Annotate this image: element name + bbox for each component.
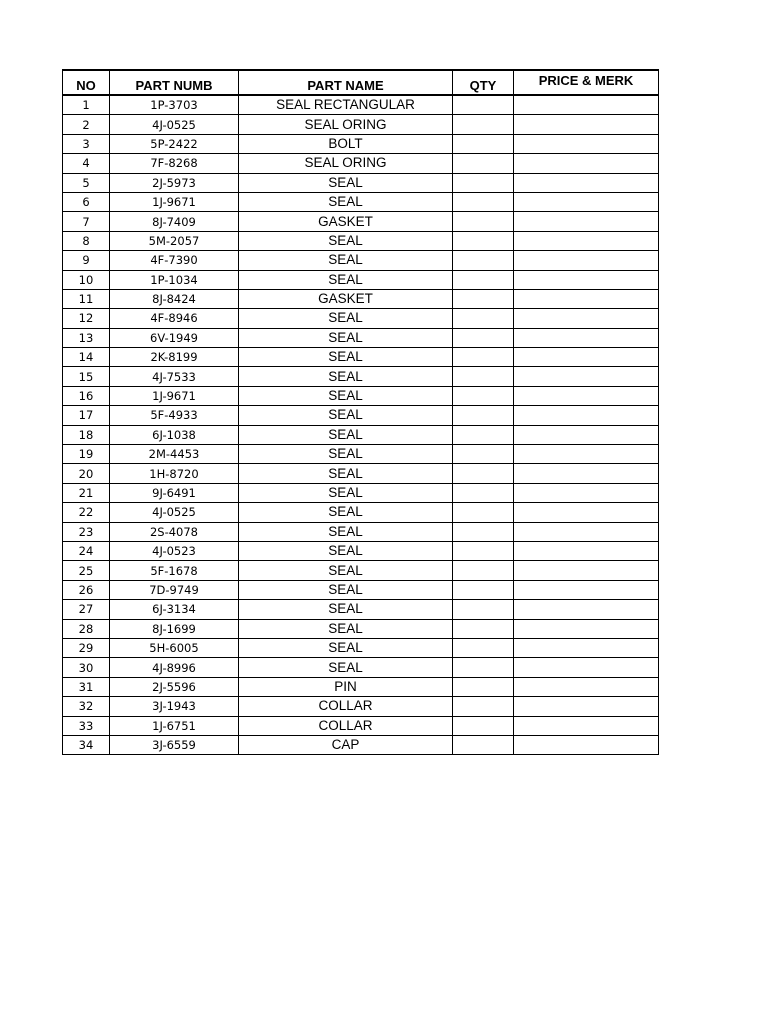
cell-qty [453,386,514,405]
table-row [63,619,659,638]
cell-no: 32 [63,697,110,716]
cell-price-merk [514,251,659,270]
cell-part-name: SEAL [239,522,453,541]
table-body [63,95,659,755]
cell-part-name: SEAL [239,173,453,192]
cell-part-name: SEAL [239,580,453,599]
cell-no: 7 [63,212,110,231]
cell-no: 34 [63,735,110,754]
cell-qty [453,270,514,289]
cell-part-number: 6J-3134 [110,600,239,619]
table-row [63,406,659,425]
cell-part-name: SEAL [239,561,453,580]
cell-no: 21 [63,483,110,502]
table-row [63,251,659,270]
cell-no: 12 [63,309,110,328]
cell-part-number: 1J-6751 [110,716,239,735]
parts-sheet [62,69,659,755]
cell-part-name: SEAL [239,464,453,483]
cell-part-number: 8J-7409 [110,212,239,231]
cell-qty [453,445,514,464]
cell-part-name: SEAL [239,348,453,367]
cell-price-merk [514,115,659,134]
cell-qty [453,406,514,425]
table-row [63,600,659,619]
table-row [63,677,659,696]
cell-qty [453,231,514,250]
cell-no: 28 [63,619,110,638]
header-price-merk: PRICE & MERK [514,70,659,95]
cell-qty [453,716,514,735]
cell-no: 4 [63,154,110,173]
cell-part-name: SEAL [239,192,453,211]
cell-part-name: SEAL [239,309,453,328]
cell-price-merk [514,483,659,502]
cell-no: 5 [63,173,110,192]
cell-no: 33 [63,716,110,735]
cell-price-merk [514,134,659,153]
table-row [63,697,659,716]
cell-qty [453,735,514,754]
cell-part-number: 8J-1699 [110,619,239,638]
cell-part-name: GASKET [239,212,453,231]
cell-no: 13 [63,328,110,347]
cell-part-name: SEAL [239,231,453,250]
cell-part-number: 3J-6559 [110,735,239,754]
cell-part-name: SEAL [239,638,453,657]
cell-price-merk [514,95,659,115]
cell-part-number: 1J-9671 [110,192,239,211]
cell-qty [453,173,514,192]
cell-part-name: SEAL [239,270,453,289]
cell-no: 23 [63,522,110,541]
cell-qty [453,464,514,483]
cell-part-name: SEAL ORING [239,154,453,173]
cell-part-number: 2J-5596 [110,677,239,696]
table-row [63,309,659,328]
cell-part-name: COLLAR [239,697,453,716]
cell-no: 17 [63,406,110,425]
cell-part-number: 5H-6005 [110,638,239,657]
cell-part-number: 5F-1678 [110,561,239,580]
header-qty: QTY [453,70,514,95]
cell-qty [453,425,514,444]
table-row [63,173,659,192]
cell-price-merk [514,154,659,173]
cell-price-merk [514,522,659,541]
table-row [63,386,659,405]
table-row [63,464,659,483]
cell-price-merk [514,561,659,580]
cell-qty [453,600,514,619]
header-part-number: PART NUMB [110,70,239,95]
table-row [63,503,659,522]
cell-qty [453,192,514,211]
cell-part-number: 1P-3703 [110,95,239,115]
cell-price-merk [514,697,659,716]
cell-no: 15 [63,367,110,386]
cell-qty [453,212,514,231]
cell-qty [453,134,514,153]
cell-part-name: SEAL [239,619,453,638]
cell-part-number: 3J-1943 [110,697,239,716]
cell-price-merk [514,231,659,250]
cell-qty [453,677,514,696]
cell-part-number: 2S-4078 [110,522,239,541]
table-row [63,716,659,735]
cell-qty [453,289,514,308]
cell-part-name: PIN [239,677,453,696]
cell-qty [453,328,514,347]
table-row [63,367,659,386]
table-row [63,483,659,502]
table-row [63,580,659,599]
cell-qty [453,697,514,716]
cell-part-number: 5M-2057 [110,231,239,250]
cell-no: 1 [63,95,110,115]
cell-no: 19 [63,445,110,464]
cell-part-number: 1P-1034 [110,270,239,289]
cell-price-merk [514,638,659,657]
cell-price-merk [514,173,659,192]
cell-price-merk [514,541,659,560]
cell-part-number: 4J-7533 [110,367,239,386]
cell-price-merk [514,464,659,483]
cell-price-merk [514,270,659,289]
cell-no: 20 [63,464,110,483]
cell-part-name: COLLAR [239,716,453,735]
cell-part-name: SEAL [239,503,453,522]
table-row [63,154,659,173]
cell-price-merk [514,309,659,328]
cell-price-merk [514,503,659,522]
cell-no: 25 [63,561,110,580]
cell-qty [453,367,514,386]
cell-part-name: GASKET [239,289,453,308]
cell-price-merk [514,348,659,367]
cell-no: 22 [63,503,110,522]
cell-part-number: 9J-6491 [110,483,239,502]
cell-no: 14 [63,348,110,367]
cell-part-name: SEAL [239,600,453,619]
table-row [63,541,659,560]
cell-qty [453,580,514,599]
table-row [63,638,659,657]
cell-part-number: 2M-4453 [110,445,239,464]
cell-part-name: SEAL [239,541,453,560]
cell-part-number: 6J-1038 [110,425,239,444]
cell-no: 16 [63,386,110,405]
cell-price-merk [514,289,659,308]
cell-part-number: 1J-9671 [110,386,239,405]
table-row [63,115,659,134]
table-row [63,212,659,231]
cell-part-name: BOLT [239,134,453,153]
cell-no: 6 [63,192,110,211]
parts-table [62,69,659,755]
cell-part-number: 4F-8946 [110,309,239,328]
cell-part-name: SEAL [239,425,453,444]
cell-part-number: 5F-4933 [110,406,239,425]
cell-price-merk [514,735,659,754]
cell-qty [453,619,514,638]
cell-no: 26 [63,580,110,599]
cell-part-name: SEAL [239,367,453,386]
cell-no: 2 [63,115,110,134]
cell-qty [453,541,514,560]
cell-part-number: 4F-7390 [110,251,239,270]
cell-part-name: SEAL [239,328,453,347]
cell-part-name: SEAL ORING [239,115,453,134]
header-part-name: PART NAME [239,70,453,95]
cell-part-number: 7D-9749 [110,580,239,599]
cell-price-merk [514,658,659,677]
table-row [63,289,659,308]
cell-qty [453,503,514,522]
cell-part-number: 8J-8424 [110,289,239,308]
table-row [63,270,659,289]
cell-part-number: 4J-0523 [110,541,239,560]
cell-part-number: 6V-1949 [110,328,239,347]
cell-qty [453,348,514,367]
cell-price-merk [514,716,659,735]
cell-qty [453,561,514,580]
cell-part-number: 5P-2422 [110,134,239,153]
cell-price-merk [514,367,659,386]
cell-qty [453,522,514,541]
cell-no: 3 [63,134,110,153]
cell-price-merk [514,406,659,425]
cell-part-name: SEAL [239,386,453,405]
cell-part-number: 4J-0525 [110,503,239,522]
cell-part-name: SEAL RECTANGULAR [239,95,453,115]
cell-part-name: SEAL [239,406,453,425]
cell-qty [453,658,514,677]
cell-no: 10 [63,270,110,289]
cell-price-merk [514,619,659,638]
cell-qty [453,154,514,173]
cell-part-name: SEAL [239,658,453,677]
cell-no: 18 [63,425,110,444]
cell-price-merk [514,328,659,347]
table-row [63,658,659,677]
cell-price-merk [514,445,659,464]
cell-qty [453,483,514,502]
cell-part-name: SEAL [239,483,453,502]
cell-part-number: 4J-8996 [110,658,239,677]
cell-qty [453,251,514,270]
table-row [63,192,659,211]
cell-price-merk [514,212,659,231]
cell-no: 27 [63,600,110,619]
cell-price-merk [514,425,659,444]
cell-price-merk [514,580,659,599]
cell-price-merk [514,192,659,211]
cell-part-number: 4J-0525 [110,115,239,134]
cell-part-number: 7F-8268 [110,154,239,173]
cell-part-name: CAP [239,735,453,754]
cell-no: 8 [63,231,110,250]
cell-price-merk [514,677,659,696]
cell-no: 9 [63,251,110,270]
cell-price-merk [514,386,659,405]
table-row [63,425,659,444]
table-row [63,445,659,464]
cell-price-merk [514,600,659,619]
table-row [63,95,659,115]
cell-no: 11 [63,289,110,308]
table-row [63,735,659,754]
cell-qty [453,115,514,134]
cell-no: 24 [63,541,110,560]
cell-part-name: SEAL [239,251,453,270]
header-row [63,70,659,95]
table-row [63,231,659,250]
cell-part-number: 2K-8199 [110,348,239,367]
table-row [63,522,659,541]
cell-qty [453,638,514,657]
cell-no: 30 [63,658,110,677]
cell-no: 31 [63,677,110,696]
table-header [63,70,659,95]
cell-part-name: SEAL [239,445,453,464]
cell-part-number: 1H-8720 [110,464,239,483]
table-row [63,328,659,347]
table-row [63,134,659,153]
cell-qty [453,309,514,328]
table-row [63,348,659,367]
table-row [63,561,659,580]
cell-qty [453,95,514,115]
cell-part-number: 2J-5973 [110,173,239,192]
cell-no: 29 [63,638,110,657]
header-no: NO [63,70,110,95]
